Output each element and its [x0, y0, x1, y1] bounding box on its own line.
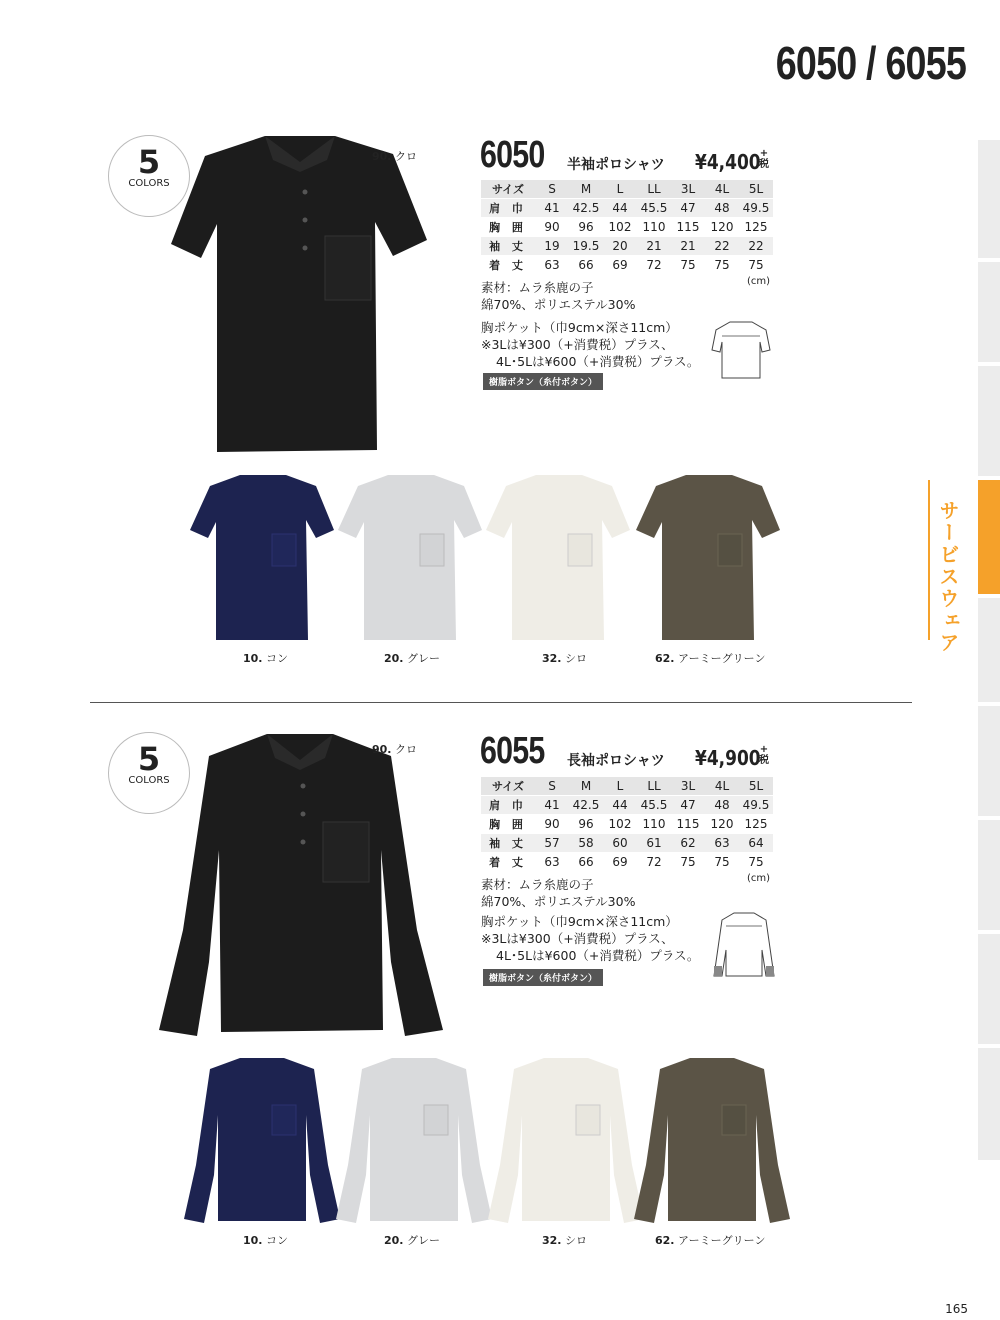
table-header-cell: 5L — [739, 180, 773, 199]
table-row — [481, 237, 773, 256]
table-header-cell: L — [603, 180, 637, 199]
variant-caption — [655, 1232, 765, 1248]
table-cell: 120 — [705, 815, 739, 834]
table-cell: 69 — [603, 853, 637, 872]
polo-short-sleeve-navy-image — [188, 472, 338, 642]
table-row — [481, 218, 773, 237]
table-header-cell: 4L — [705, 777, 739, 796]
index-tab[interactable] — [978, 262, 1000, 362]
color-number: 10. — [243, 652, 263, 665]
color-name: グレー — [407, 652, 440, 665]
table-cell: 胸 囲 — [481, 815, 535, 834]
polo-long-sleeve-black-image — [155, 730, 450, 1038]
variant-caption — [384, 1232, 440, 1248]
table-cell: 48 — [705, 199, 739, 218]
table-cell: 21 — [671, 237, 705, 256]
material-line: 素材：ムラ糸鹿の子 — [481, 877, 594, 892]
product-price: ¥4,900 — [695, 746, 761, 770]
price-tax-mark — [758, 148, 770, 170]
table-header-cell: M — [569, 777, 603, 796]
color-number: 90. — [372, 743, 392, 756]
material-line: 素材：ムラ糸鹿の子 — [481, 280, 594, 295]
table-header-cell: 5L — [739, 777, 773, 796]
shirt-back-diagram-icon — [712, 910, 776, 980]
tax-label: 税 — [759, 159, 769, 170]
variant-caption — [243, 1232, 288, 1248]
table-cell: 22 — [739, 237, 773, 256]
table-cell: 45.5 — [637, 796, 671, 815]
color-name: グレー — [407, 1234, 440, 1247]
table-cell: 61 — [637, 834, 671, 853]
color-name: コン — [266, 652, 288, 665]
polo-long-sleeve-army-green-image — [632, 1055, 792, 1225]
color-name: コン — [266, 1234, 288, 1247]
pocket-info: 胸ポケット（巾9cm×深さ11cm） — [481, 914, 678, 929]
product-code: 6055 — [480, 730, 545, 772]
size-table — [481, 180, 773, 275]
table-header-cell: 4L — [705, 180, 739, 199]
product-name: 長袖ポロシャツ — [567, 753, 665, 769]
table-header-cell: L — [603, 777, 637, 796]
table-header-cell: 3L — [671, 180, 705, 199]
surcharge-note: 4L･5Lは¥600（+消費税）プラス。 — [496, 948, 700, 963]
surcharge-note: ※3Lは¥300（+消費税）プラス、 — [481, 337, 674, 352]
table-header-cell: サイズ — [481, 180, 535, 199]
product-name: 半袖ポロシャツ — [567, 157, 665, 173]
table-cell: 125 — [739, 815, 773, 834]
index-tab[interactable] — [978, 366, 1000, 476]
table-cell: 袖 丈 — [481, 237, 535, 256]
table-cell: 胸 囲 — [481, 218, 535, 237]
shirt-back-diagram-icon — [710, 318, 772, 382]
polo-short-sleeve-black-image — [165, 132, 435, 454]
table-cell: 着 丈 — [481, 853, 535, 872]
product-code: 6050 — [480, 134, 545, 176]
category-label: サービスウェア — [936, 500, 960, 654]
table-cell: 47 — [671, 796, 705, 815]
size-table-header — [481, 180, 773, 199]
table-header-cell: LL — [637, 180, 671, 199]
table-cell: 115 — [671, 815, 705, 834]
table-cell: 90 — [535, 815, 569, 834]
table-cell: 着 丈 — [481, 256, 535, 275]
index-tab[interactable] — [978, 1048, 1000, 1160]
variant-caption — [542, 1232, 587, 1248]
color-number: 32. — [542, 1234, 562, 1247]
button-type-tag: 樹脂ボタン（糸付ボタン） — [483, 969, 603, 986]
polo-long-sleeve-navy-image — [182, 1055, 342, 1225]
table-cell: 102 — [603, 218, 637, 237]
color-number: 62. — [655, 652, 675, 665]
table-row — [481, 256, 773, 275]
table-cell: 63 — [535, 853, 569, 872]
table-cell: 64 — [739, 834, 773, 853]
variant-caption — [542, 650, 587, 666]
table-cell: 58 — [569, 834, 603, 853]
table-cell: 63 — [705, 834, 739, 853]
table-row — [481, 796, 773, 815]
surcharge-note: ※3Lは¥300（+消費税）プラス、 — [481, 931, 674, 946]
table-cell: 57 — [535, 834, 569, 853]
main-color-caption — [372, 741, 417, 757]
table-header-cell: LL — [637, 777, 671, 796]
table-cell: 102 — [603, 815, 637, 834]
color-number: 20. — [384, 1234, 404, 1247]
table-cell: 44 — [603, 796, 637, 815]
table-cell: 110 — [637, 218, 671, 237]
pocket-info: 胸ポケット（巾9cm×深さ11cm） — [481, 320, 678, 335]
table-cell: 60 — [603, 834, 637, 853]
polo-long-sleeve-white-image — [486, 1055, 646, 1225]
color-name: アーミーグリーン — [678, 1234, 766, 1247]
table-cell: 肩 巾 — [481, 796, 535, 815]
variant-caption — [384, 650, 440, 666]
table-cell: 42.5 — [569, 199, 603, 218]
table-cell: 115 — [671, 218, 705, 237]
table-cell: 90 — [535, 218, 569, 237]
tax-plus: + — [759, 744, 769, 755]
table-cell: 75 — [671, 256, 705, 275]
unit-label: (cm) — [747, 873, 771, 884]
table-header-cell: M — [569, 180, 603, 199]
tax-label: 税 — [759, 755, 769, 766]
index-tab[interactable] — [978, 820, 1000, 930]
unit-label: (cm) — [747, 276, 771, 287]
button-type-tag: 樹脂ボタン（糸付ボタン） — [483, 373, 603, 390]
table-header-cell: S — [535, 777, 569, 796]
size-table-header — [481, 777, 773, 796]
material-composition: 綿70%、ポリエステル30% — [481, 297, 636, 312]
table-cell: 21 — [637, 237, 671, 256]
main-color-caption — [372, 148, 417, 164]
table-cell: 肩 巾 — [481, 199, 535, 218]
table-cell: 63 — [535, 256, 569, 275]
colors-count: 5 — [137, 143, 161, 181]
table-row — [481, 853, 773, 872]
table-cell: 66 — [569, 853, 603, 872]
table-cell: 75 — [739, 256, 773, 275]
table-row — [481, 199, 773, 218]
surcharge-note: 4L･5Lは¥600（+消費税）プラス。 — [496, 354, 700, 369]
color-number: 20. — [384, 652, 404, 665]
table-cell: 69 — [603, 256, 637, 275]
index-tab[interactable] — [978, 706, 1000, 816]
table-cell: 75 — [671, 853, 705, 872]
table-cell: 75 — [739, 853, 773, 872]
page-title: 6050 / 6055 — [775, 37, 966, 89]
table-cell: 125 — [739, 218, 773, 237]
variant-caption — [655, 650, 765, 666]
table-cell: 22 — [705, 237, 739, 256]
index-tab[interactable] — [978, 934, 1000, 1044]
polo-short-sleeve-army-green-image — [634, 472, 784, 642]
table-cell: 72 — [637, 256, 671, 275]
table-cell: 41 — [535, 199, 569, 218]
table-cell: 75 — [705, 853, 739, 872]
table-cell: 45.5 — [637, 199, 671, 218]
colors-label: COLORS — [128, 775, 170, 786]
table-cell: 66 — [569, 256, 603, 275]
index-tab[interactable] — [978, 140, 1000, 258]
table-cell: 110 — [637, 815, 671, 834]
table-header-cell: S — [535, 180, 569, 199]
table-header-cell: 3L — [671, 777, 705, 796]
table-cell: 96 — [569, 218, 603, 237]
polo-long-sleeve-gray-image — [334, 1055, 494, 1225]
product-price: ¥4,400 — [695, 150, 761, 174]
table-cell: 72 — [637, 853, 671, 872]
category-marker — [928, 480, 930, 640]
index-tab[interactable] — [978, 598, 1000, 702]
color-number: 90. — [372, 150, 392, 163]
tax-plus: + — [759, 148, 769, 159]
color-number: 62. — [655, 1234, 675, 1247]
color-name: アーミーグリーン — [678, 652, 766, 665]
table-cell: 96 — [569, 815, 603, 834]
color-number: 10. — [243, 1234, 263, 1247]
table-cell: 19 — [535, 237, 569, 256]
section-divider — [90, 702, 912, 703]
table-row — [481, 815, 773, 834]
color-name: シロ — [565, 1234, 587, 1247]
polo-short-sleeve-gray-image — [336, 472, 486, 642]
material-composition: 綿70%、ポリエステル30% — [481, 894, 636, 909]
table-cell: 袖 丈 — [481, 834, 535, 853]
table-cell: 44 — [603, 199, 637, 218]
table-cell: 42.5 — [569, 796, 603, 815]
colors-count: 5 — [137, 740, 161, 778]
color-name: シロ — [565, 652, 587, 665]
color-name: クロ — [395, 743, 417, 756]
price-tax-mark — [758, 744, 770, 766]
table-cell: 41 — [535, 796, 569, 815]
table-cell: 49.5 — [739, 199, 773, 218]
color-name: クロ — [395, 150, 417, 163]
page-number: 165 — [945, 1302, 968, 1316]
table-header-cell: サイズ — [481, 777, 535, 796]
table-cell: 120 — [705, 218, 739, 237]
colors-label: COLORS — [128, 178, 170, 189]
table-cell: 48 — [705, 796, 739, 815]
table-cell: 20 — [603, 237, 637, 256]
table-cell: 75 — [705, 256, 739, 275]
table-cell: 47 — [671, 199, 705, 218]
table-cell: 49.5 — [739, 796, 773, 815]
table-row — [481, 834, 773, 853]
table-cell: 62 — [671, 834, 705, 853]
polo-short-sleeve-white-image — [484, 472, 634, 642]
index-tab-active[interactable] — [978, 480, 1000, 594]
size-table — [481, 777, 773, 872]
table-cell: 19.5 — [569, 237, 603, 256]
color-number: 32. — [542, 652, 562, 665]
variant-caption — [243, 650, 288, 666]
